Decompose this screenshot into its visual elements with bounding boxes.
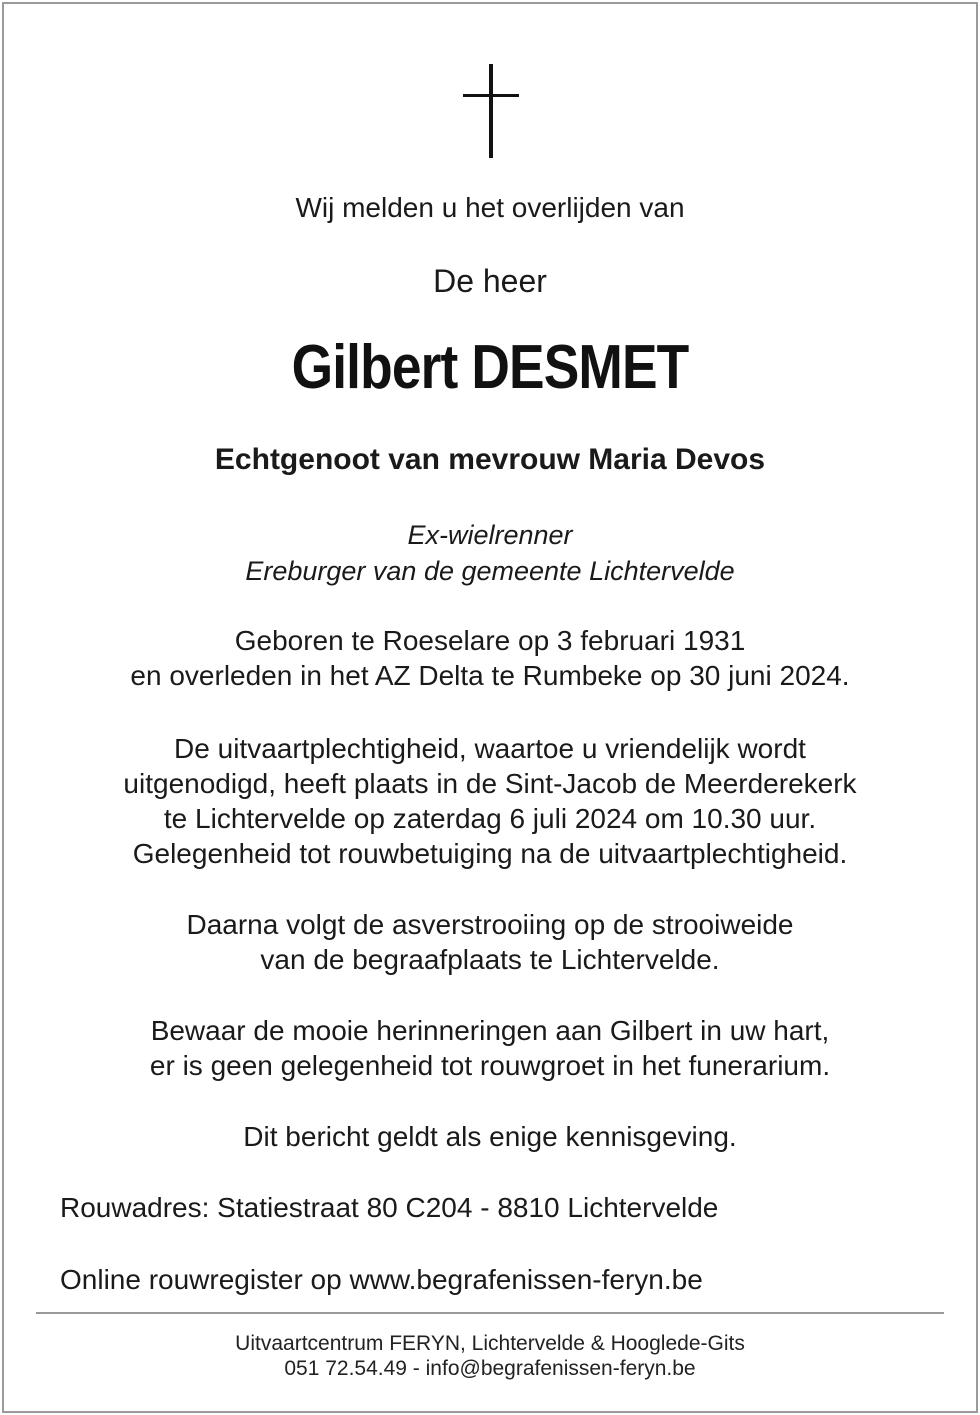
mourning-address: Rouwadres: Statiestraat 80 C204 - 8810 Lichtervelde — [60, 1192, 719, 1223]
memory-line: Bewaar de mooie herinneringen aan Gilbert in uw hart, — [150, 1015, 830, 1046]
online-register: Online rouwregister op www.begrafenissen-feryn.be — [60, 1264, 703, 1295]
roles-block — [0, 517, 980, 589]
spouse-line: Echtgenoot van mevrouw Maria Devos — [214, 443, 766, 476]
ceremony-line: Gelegenheid tot rouwbetuiging na de uitvaartplechtigheid. — [132, 838, 848, 869]
scattering-block — [0, 907, 980, 977]
death-line: en overleden in het AZ Delta te Rumbeke op 30 juni 2024. — [130, 660, 850, 691]
birth-line: Geboren te Roeselare op 3 februari 1931 — [234, 625, 746, 656]
memory-block — [0, 1013, 980, 1083]
birth-death-block — [0, 623, 980, 693]
role-line: Ex-wielrenner — [407, 520, 573, 550]
footer-divider — [36, 1312, 944, 1314]
ceremony-line: te Lichtervelde op zaterdag 6 juli 2024 om 10.30 uur. — [163, 803, 817, 834]
honorific-title: De heer — [433, 263, 547, 299]
ceremony-block — [0, 731, 980, 871]
deceased-name: Gilbert DESMET — [291, 333, 689, 402]
ceremony-line: De uitvaartplechtigheid, waartoe u vriendelijk wordt — [174, 733, 806, 764]
scattering-line: Daarna volgt de asverstrooiing op de strooiweide — [186, 909, 794, 940]
ceremony-line: uitgenodigd, heeft plaats in de Sint-Jacob de Meerderekerk — [123, 768, 857, 799]
only-notice-line: Dit bericht geldt als enige kennisgeving. — [243, 1121, 737, 1152]
memory-line: er is geen gelegenheid tot rouwgroet in het funerarium. — [149, 1050, 831, 1081]
cross-icon — [463, 64, 519, 158]
role-line: Ereburger van de gemeente Lichtervelde — [245, 556, 735, 586]
intro-text: Wij melden u het overlijden van — [295, 192, 685, 223]
scattering-line: van de begraafplaats te Lichtervelde. — [260, 944, 720, 975]
funeral-home-contact: 051 72.54.49 - info@begrafenissen-feryn.be — [284, 1357, 696, 1380]
funeral-home-name: Uitvaartcentrum FERYN, Lichtervelde & Hooglede-Gits — [235, 1332, 745, 1355]
